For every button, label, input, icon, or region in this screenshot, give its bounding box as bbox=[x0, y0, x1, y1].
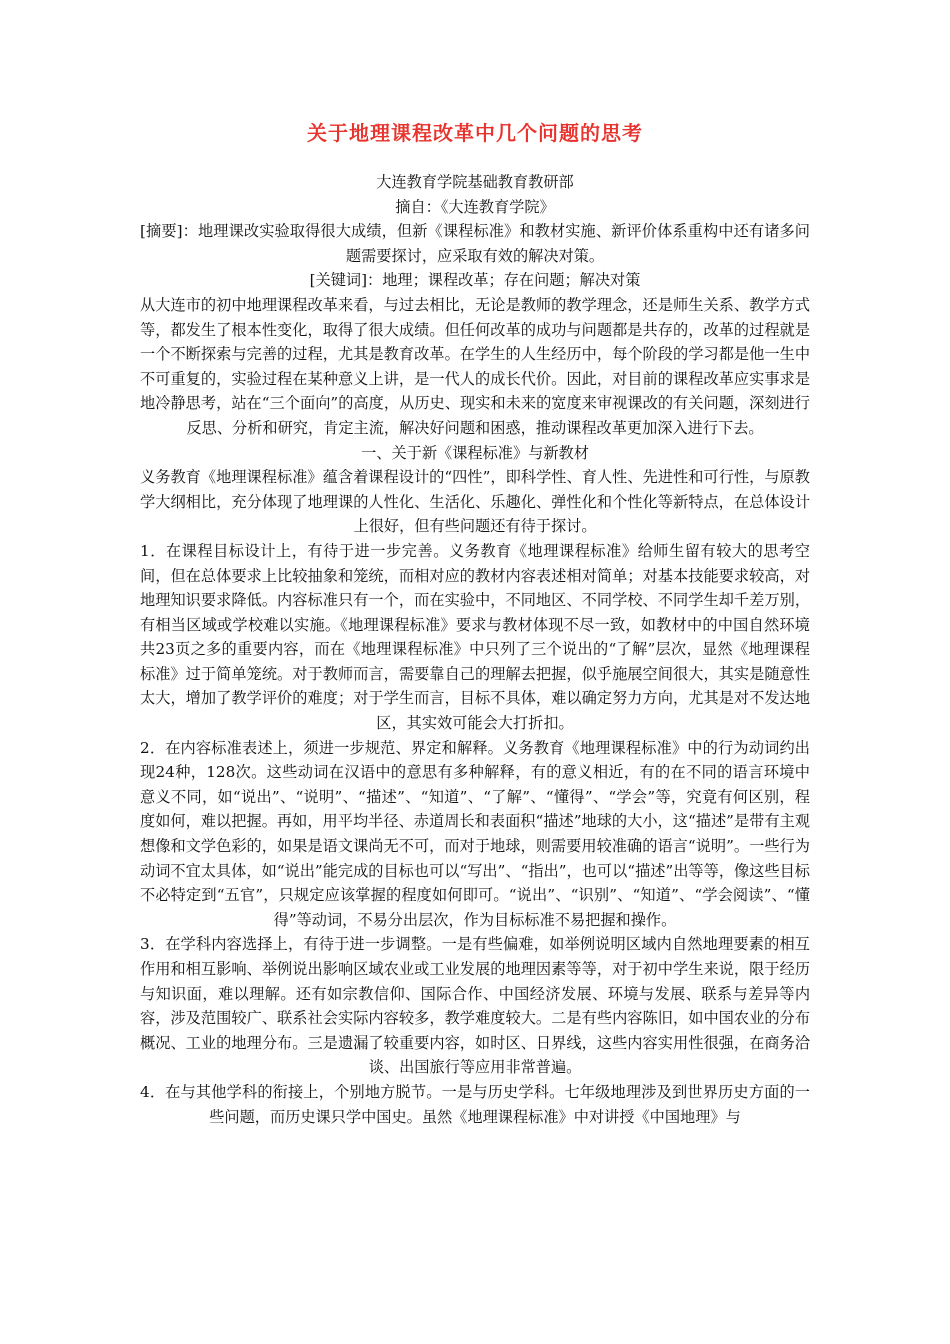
section-heading: 一、关于新《课程标准》与新教材 bbox=[361, 443, 589, 462]
article-body bbox=[140, 118, 810, 1129]
author-line: 大连教育学院基础教育教研部 bbox=[376, 173, 574, 191]
point-4-paragraph: 4．在与其他学科的衔接上，个别地方脱节。一是与历史学科。七年级地理涉及到世界历史方面的一些问题，而历史课只学中国史。虽然《地理课程标准》中对讲授《中国地理》与 bbox=[140, 1082, 810, 1126]
section-intro-paragraph: 义务教育《地理课程标准》蕴含着课程设计的“四性”，即科学性、育人性、先进性和可行性，与原教学大纲相比，充分体现了地理课的人性化、生活化、乐趣化、弹性化和个性化等新特点，在总体设计上很好，但有些问题还有待于探讨。 bbox=[140, 468, 810, 536]
article-title: 关于地理课程改革中几个问题的思考 bbox=[307, 121, 643, 145]
keywords-line: [关键词]：地理；课程改革；存在问题；解决对策 bbox=[309, 271, 641, 290]
point-2-paragraph: 2．在内容标准表述上，须进一步规范、界定和解释。义务教育《地理课程标准》中的行为动词约出现24种，128次。这些动词在汉语中的意思有多种解释，有的意义相近，有的在不同的语言环境中意义不同，如“说出”、“说明”、“描述”、“知道”、“了解”、“懂得”、“学会”等，究竟有何区别，程度如何，难以把握。再如，用平均半径、赤道周长和表面积“描述”地球的大小，这“描述”是带有主观想像和文学色彩的，如果是语文课尚无不可，而对于地球，则需要用较准确的语言“说明”。一些行为动词不宜太具体，如“说出”能完成的目标也可以“写出”、“指出”，也可以“描述”出等等，像这些目标不必特定到“五官”，只规定应该掌握的程度如何即可。“说出”、“识别”、“知道”、“学会阅读”、“懂得”等动词，不易分出层次，作为目标标准不易把握和操作。 bbox=[140, 738, 810, 929]
abstract-paragraph: [摘要]：地理课改实验取得很大成绩，但新《课程标准》和教材实施、新评价体系重构中还有诸多问题需要探讨，应采取有效的解决对策。 bbox=[140, 222, 810, 265]
point-1-paragraph: 1．在课程目标设计上，有待于进一步完善。义务教育《地理课程标准》给师生留有较大的思考空间，但在总体要求上比较抽象和笼统，而相对应的教材内容表述相对简单；对基本技能要求较高，对地理知识要求降低。内容标准只有一个，而在实验中，不同地区、不同学校、不同学生却千差万别，有相当区域或学校难以实施。《地理课程标准》要求与教材体现不尽一致，如教材中的中国自然环境共23页之多的重要内容，而在《地理课程标准》中只列了三个说出的“了解”层次，显然《地理课程标准》过于简单笼统。对于教师而言，需要靠自己的理解去把握，似乎施展空间很大，其实是随意性太大，增加了教学评价的难度；对于学生而言，目标不具体，难以确定努力方向，尤其是对不发达地区，其实效可能会大打折扣。 bbox=[140, 541, 810, 733]
source-line: 摘自：《大连教育学院》 bbox=[395, 197, 555, 216]
intro-paragraph: 从大连市的初中地理课程改革来看，与过去相比，无论是教师的教学理念，还是师生关系、教学方式等，都发生了根本性变化，取得了很大成绩。但任何改革的成功与问题都是共存的，改革的过程就是一个不断探索与完善的过程，尤其是教育改革。在学生的人生经历中，每个阶段的学习都是他一生中不可重复的，实验过程在某种意义上讲，是一代人的成长代价。因此，对目前的课程改革应实事求是地冷静思考，站在“三个面向”的高度，从历史、现实和未来的宽度来审视课改的有关问题，深刻进行反思、分析和研究，肯定主流，解决好问题和困惑，推动课程改革更加深入进行下去。 bbox=[140, 295, 810, 437]
point-3-paragraph: 3．在学科内容选择上，有待于进一步调整。一是有些偏难，如举例说明区域内自然地理要素的相互作用和相互影响、举例说出影响区域农业或工业发展的地理因素等等，对于初中学生来说，限于经历与知识面，难以理解。还有如宗教信仰、国际合作、中国经济发展、环境与发展、联系与差异等内容，涉及范围较广、联系社会实际内容较多，教学难度较大。二是有些内容陈旧，如中国农业的分布概况、工业的地理分布。三是遗漏了较重要内容，如时区、日界线，这些内容实用性很强，在商务洽谈、出国旅行等应用非常普遍。 bbox=[140, 935, 810, 1077]
